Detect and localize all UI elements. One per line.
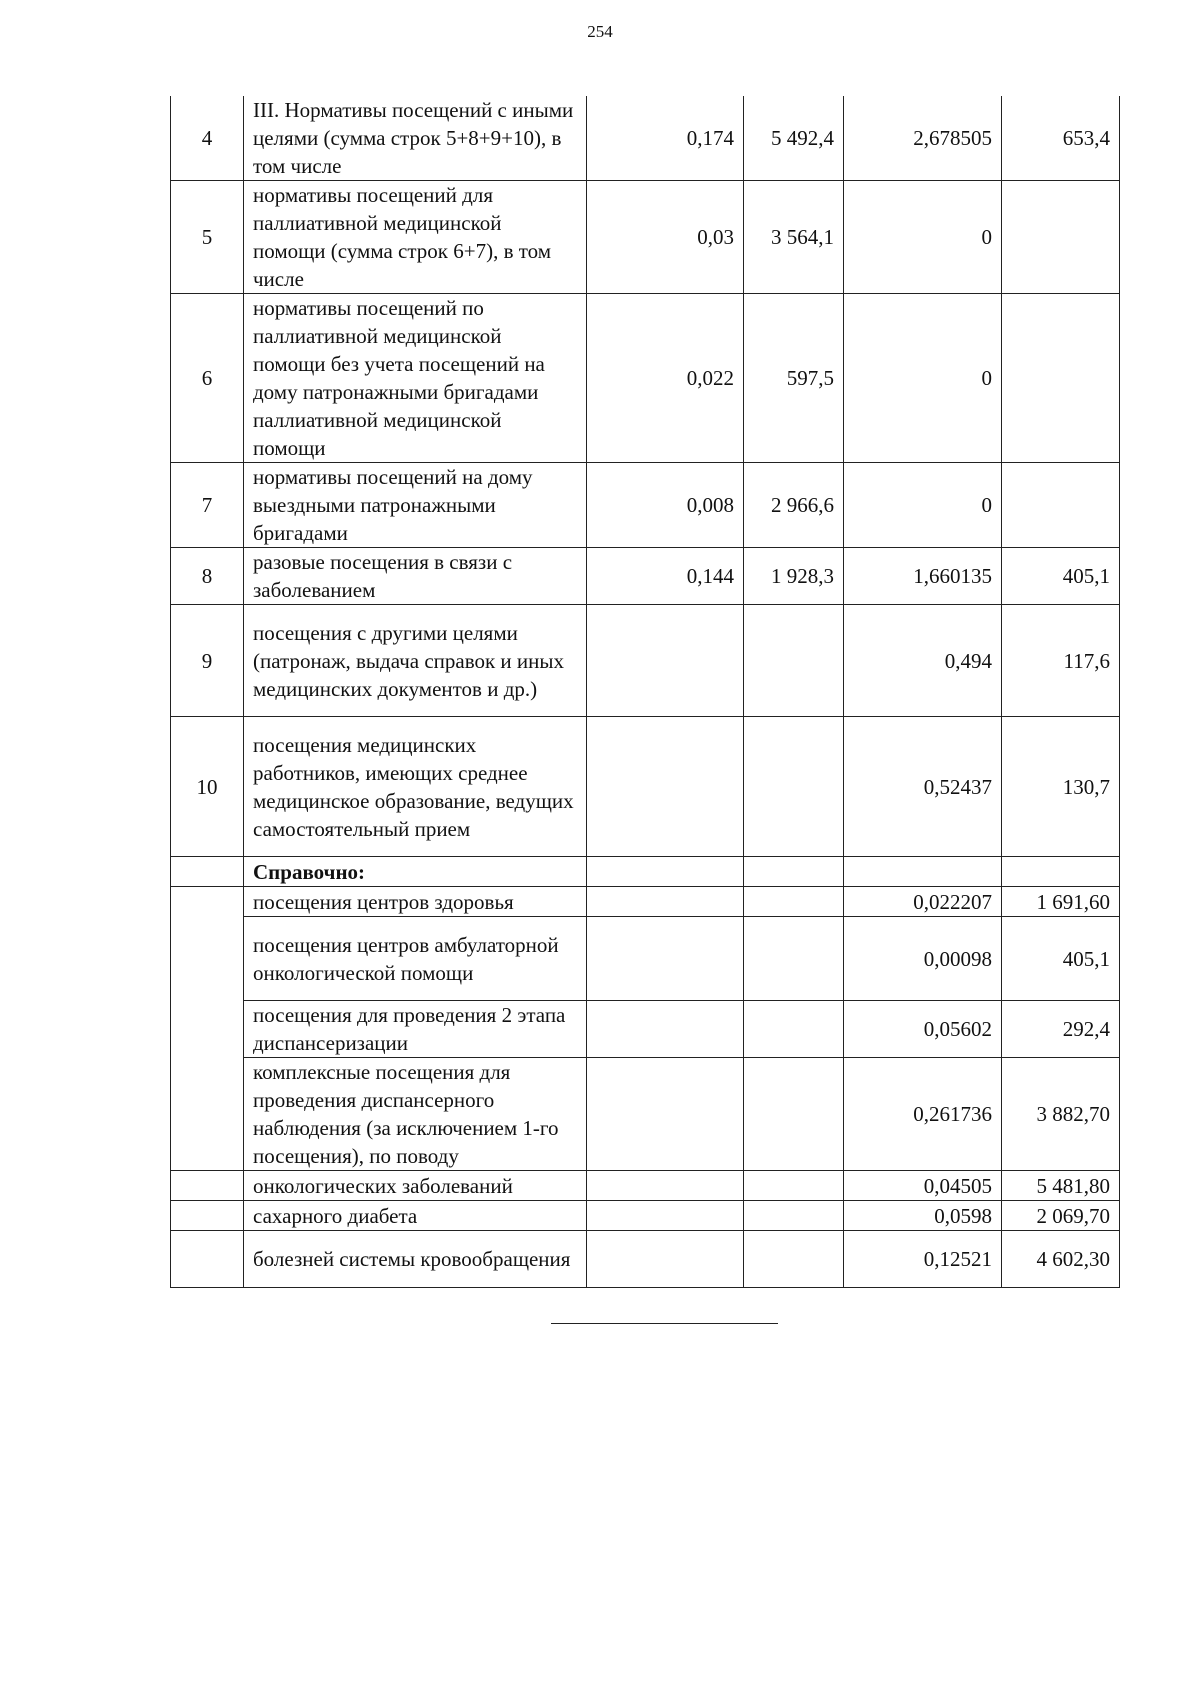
table-row <box>171 1201 1120 1231</box>
reference-heading: Справочно: <box>244 857 587 887</box>
cell-value-3: 2,678505 <box>844 96 1002 181</box>
row-number <box>171 857 244 887</box>
row-number: 8 <box>171 548 244 605</box>
cell-value-1: 0,174 <box>587 96 744 181</box>
table-row <box>171 1231 1120 1288</box>
cell-value-4: 130,7 <box>1002 717 1120 857</box>
cell-value-2 <box>744 917 844 1001</box>
cell-value-4: 4 602,30 <box>1002 1231 1120 1288</box>
cell-value-1: 0,03 <box>587 181 744 294</box>
cell-value-4: 117,6 <box>1002 605 1120 717</box>
cell-value-3: 0 <box>844 463 1002 548</box>
cell-value-2 <box>744 887 844 917</box>
row-number <box>171 1201 244 1231</box>
row-name: комплексные посещения для проведения диспансерного наблюдения (за исключением 1-го посещения), по поводу <box>244 1058 587 1171</box>
cell-value-3: 0,022207 <box>844 887 1002 917</box>
cell-value-1 <box>587 1058 744 1171</box>
cell-value-1 <box>587 887 744 917</box>
cell-value-3: 0 <box>844 294 1002 463</box>
row-number: 4 <box>171 96 244 181</box>
table-row <box>171 181 1120 294</box>
table-row <box>171 294 1120 463</box>
row-number <box>171 1231 244 1288</box>
cell-value-4 <box>1002 857 1120 887</box>
standards-table <box>170 96 1120 1288</box>
row-number <box>171 1171 244 1201</box>
cell-value-2: 597,5 <box>744 294 844 463</box>
end-separator-line <box>551 1323 778 1324</box>
cell-value-2 <box>744 605 844 717</box>
cell-value-4: 5 481,80 <box>1002 1171 1120 1201</box>
cell-value-3: 1,660135 <box>844 548 1002 605</box>
table-row <box>171 1171 1120 1201</box>
cell-value-3: 0,494 <box>844 605 1002 717</box>
cell-value-4 <box>1002 463 1120 548</box>
row-name: III. Нормативы посещений с иными целями (сумма строк 5+8+9+10), в том числе <box>244 96 587 181</box>
row-number: 7 <box>171 463 244 548</box>
cell-value-4: 653,4 <box>1002 96 1120 181</box>
cell-value-1 <box>587 1231 744 1288</box>
cell-value-1: 0,144 <box>587 548 744 605</box>
cell-value-4: 292,4 <box>1002 1001 1120 1058</box>
row-number: 10 <box>171 717 244 857</box>
row-name: болезней системы кровообращения <box>244 1231 587 1288</box>
row-name: посещения центров здоровья <box>244 887 587 917</box>
cell-value-4: 405,1 <box>1002 917 1120 1001</box>
row-name: сахарного диабета <box>244 1201 587 1231</box>
table-row <box>171 1058 1120 1171</box>
cell-value-2: 5 492,4 <box>744 96 844 181</box>
cell-value-2 <box>744 1058 844 1171</box>
cell-value-2 <box>744 1171 844 1201</box>
row-name: посещения медицинских работников, имеющих среднее медицинское образование, ведущих самостоятельный прием <box>244 717 587 857</box>
cell-value-4 <box>1002 294 1120 463</box>
row-number: 9 <box>171 605 244 717</box>
cell-value-2: 2 966,6 <box>744 463 844 548</box>
cell-value-3: 0,52437 <box>844 717 1002 857</box>
cell-value-2: 1 928,3 <box>744 548 844 605</box>
row-name: посещения с другими целями (патронаж, выдача справок и иных медицинских документов и др.) <box>244 605 587 717</box>
cell-value-3: 0,0598 <box>844 1201 1002 1231</box>
row-number: 6 <box>171 294 244 463</box>
cell-value-3: 0 <box>844 181 1002 294</box>
cell-value-1 <box>587 857 744 887</box>
cell-value-4 <box>1002 181 1120 294</box>
table-row <box>171 1001 1120 1058</box>
table-row <box>171 887 1120 917</box>
table-row <box>171 717 1120 857</box>
row-name: онкологических заболеваний <box>244 1171 587 1201</box>
row-name: нормативы посещений для паллиативной медицинской помощи (сумма строк 6+7), в том числе <box>244 181 587 294</box>
cell-value-1 <box>587 1201 744 1231</box>
cell-value-2 <box>744 1201 844 1231</box>
cell-value-4: 3 882,70 <box>1002 1058 1120 1171</box>
cell-value-2 <box>744 857 844 887</box>
cell-value-2 <box>744 1001 844 1058</box>
row-name: нормативы посещений по паллиативной медицинской помощи без учета посещений на дому патронажными бригадами паллиативной медицинской помощи <box>244 294 587 463</box>
cell-value-1 <box>587 717 744 857</box>
cell-value-4: 405,1 <box>1002 548 1120 605</box>
row-number <box>171 887 244 1171</box>
row-name: разовые посещения в связи с заболеванием <box>244 548 587 605</box>
cell-value-1 <box>587 1171 744 1201</box>
cell-value-2 <box>744 1231 844 1288</box>
cell-value-1: 0,008 <box>587 463 744 548</box>
row-number: 5 <box>171 181 244 294</box>
table-row <box>171 605 1120 717</box>
cell-value-1 <box>587 1001 744 1058</box>
table-row <box>171 463 1120 548</box>
row-name: посещения центров амбулаторной онкологической помощи <box>244 917 587 1001</box>
cell-value-1: 0,022 <box>587 294 744 463</box>
table-row <box>171 857 1120 887</box>
cell-value-2: 3 564,1 <box>744 181 844 294</box>
page-number: 254 <box>587 22 613 41</box>
cell-value-3: 0,04505 <box>844 1171 1002 1201</box>
cell-value-3: 0,05602 <box>844 1001 1002 1058</box>
cell-value-4: 1 691,60 <box>1002 887 1120 917</box>
table-row <box>171 917 1120 1001</box>
cell-value-3: 0,12521 <box>844 1231 1002 1288</box>
table-row <box>171 96 1120 181</box>
row-name: посещения для проведения 2 этапа диспансеризации <box>244 1001 587 1058</box>
cell-value-3: 0,00098 <box>844 917 1002 1001</box>
cell-value-3: 0,261736 <box>844 1058 1002 1171</box>
cell-value-1 <box>587 605 744 717</box>
row-name: нормативы посещений на дому выездными патронажными бригадами <box>244 463 587 548</box>
cell-value-3 <box>844 857 1002 887</box>
cell-value-2 <box>744 717 844 857</box>
cell-value-1 <box>587 917 744 1001</box>
table-row <box>171 548 1120 605</box>
cell-value-4: 2 069,70 <box>1002 1201 1120 1231</box>
